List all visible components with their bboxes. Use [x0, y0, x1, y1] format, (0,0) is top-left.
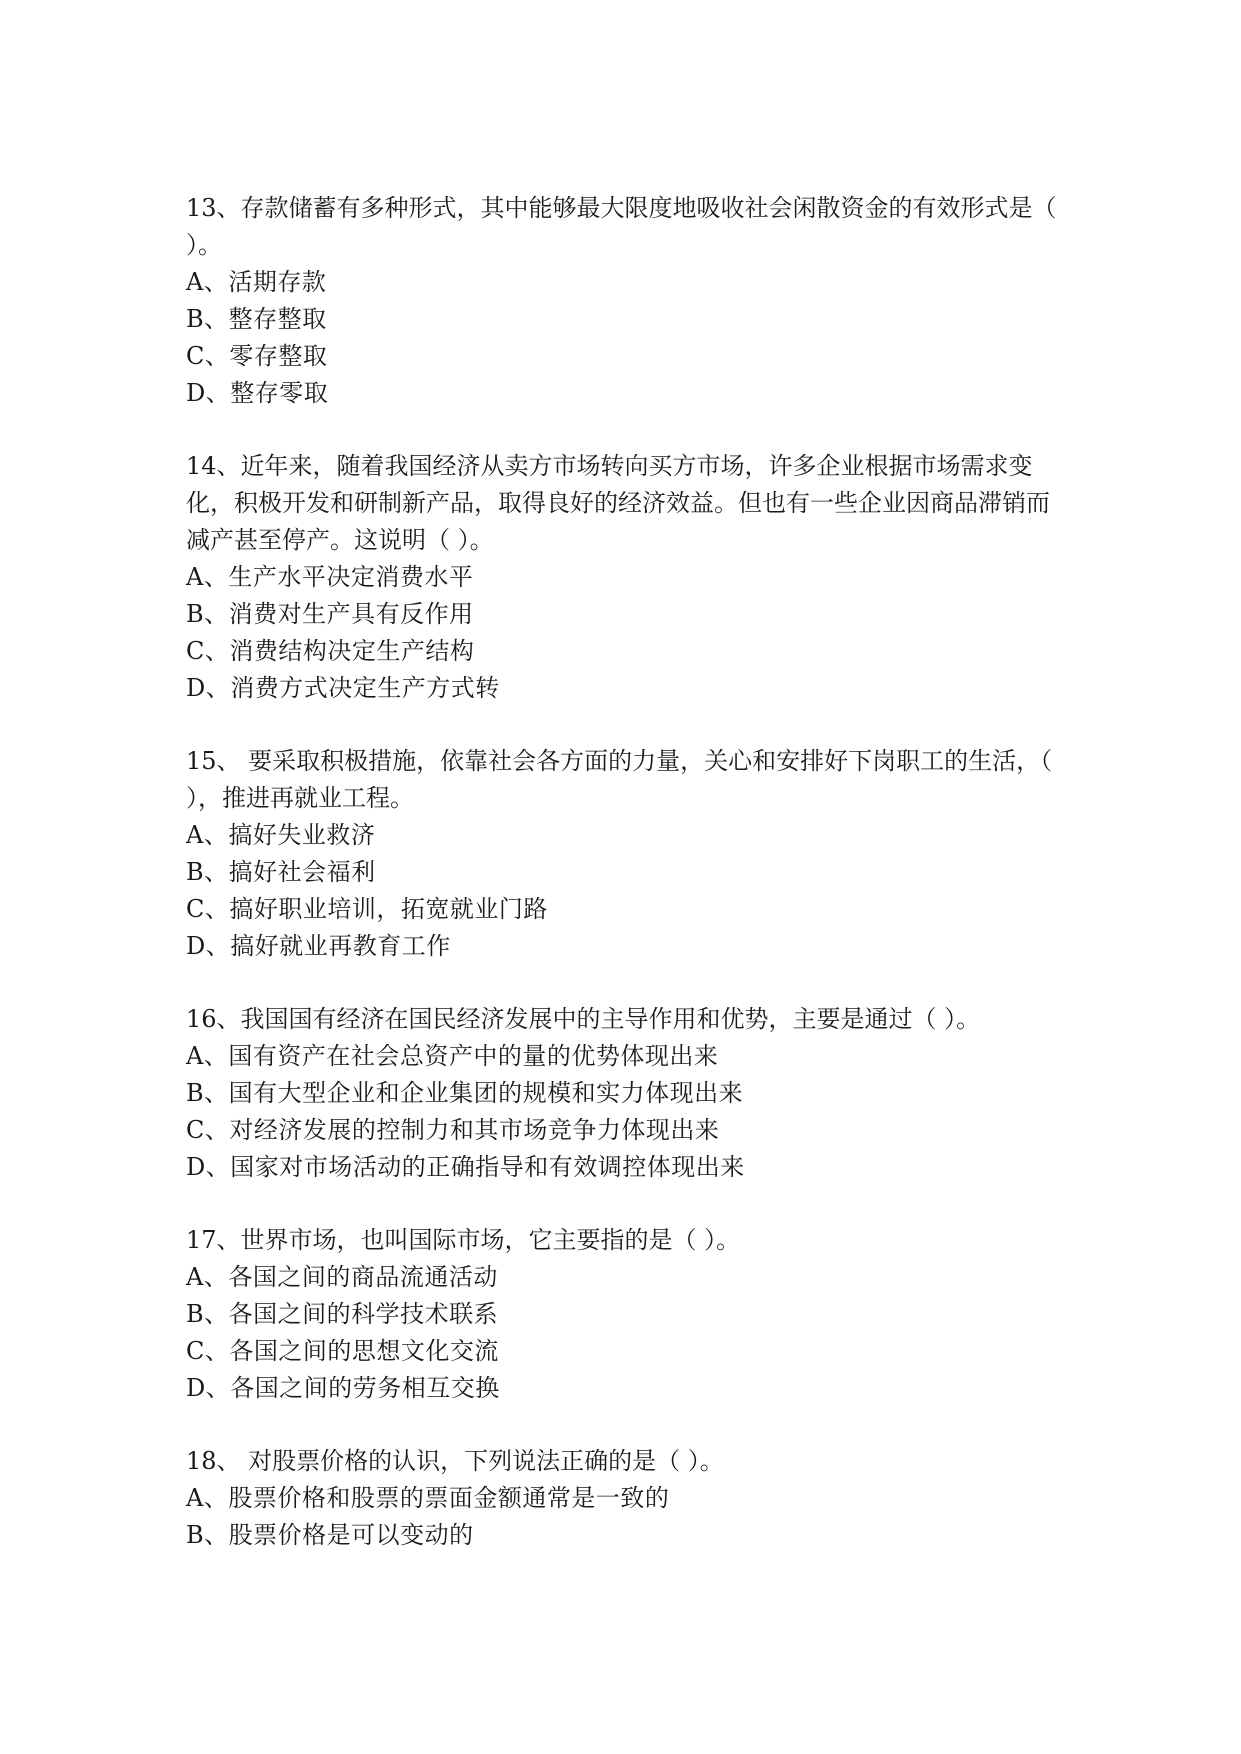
option-d: D、各国之间的劳务相互交换 [186, 1374, 500, 1402]
question-stem: 16、我国国有经济在国民经济发展中的主导作用和优势，主要是通过（ ）。 [186, 1005, 981, 1033]
option-c: C、各国之间的思想文化交流 [186, 1337, 499, 1365]
question-14 [186, 448, 1066, 707]
question-17 [186, 1222, 1066, 1407]
option-d: D、国家对市场活动的正确指导和有效调控体现出来 [186, 1153, 745, 1181]
question-stem: 14、近年来，随着我国经济从卖方市场转向买方市场，许多企业根据市场需求变化，积极开发和研制新产品，取得良好的经济效益。但也有一些企业因商品滞销而减产甚至停产。这说明（ ）。 [186, 452, 1050, 554]
option-b: B、各国之间的科学技术联系 [186, 1300, 499, 1328]
option-a: A、国有资产在社会总资产中的量的优势体现出来 [186, 1042, 719, 1070]
option-b: B、消费对生产具有反作用 [186, 600, 474, 628]
option-d: D、搞好就业再教育工作 [186, 932, 451, 960]
option-c: C、搞好职业培训，拓宽就业门路 [186, 895, 548, 923]
option-c: C、零存整取 [186, 342, 328, 370]
option-a: A、股票价格和股票的票面金额通常是一致的 [186, 1484, 670, 1512]
question-18 [186, 1443, 1066, 1554]
option-a: A、各国之间的商品流通活动 [186, 1263, 498, 1291]
question-stem: 15、 要采取积极措施，依靠社会各方面的力量，关心和安排好下岗职工的生活，（ ），推进再就业工程。 [186, 747, 1060, 812]
option-a: A、搞好失业救济 [186, 821, 376, 849]
option-d: D、整存零取 [186, 379, 329, 407]
question-stem: 13、存款储蓄有多种形式，其中能够最大限度地吸收社会闲散资金的有效形式是（ ）。 [186, 194, 1065, 259]
option-c: C、对经济发展的控制力和其市场竞争力体现出来 [186, 1116, 720, 1144]
document-page [186, 190, 1066, 1590]
option-c: C、消费结构决定生产结构 [186, 637, 475, 665]
question-stem: 17、世界市场，也叫国际市场，它主要指的是（ ）。 [186, 1226, 741, 1254]
option-b: B、整存整取 [186, 305, 327, 333]
question-13 [186, 190, 1066, 412]
question-stem: 18、 对股票价格的认识，下列说法正确的是（ ）。 [186, 1447, 724, 1475]
option-b: B、国有大型企业和企业集团的规模和实力体现出来 [186, 1079, 744, 1107]
option-d: D、消费方式决定生产方式转 [186, 674, 500, 702]
question-15 [186, 743, 1066, 965]
option-b: B、搞好社会福利 [186, 858, 376, 886]
option-a: A、生产水平决定消费水平 [186, 563, 474, 591]
question-16 [186, 1001, 1066, 1186]
option-a: A、活期存款 [186, 268, 327, 296]
option-b: B、股票价格是可以变动的 [186, 1521, 474, 1549]
